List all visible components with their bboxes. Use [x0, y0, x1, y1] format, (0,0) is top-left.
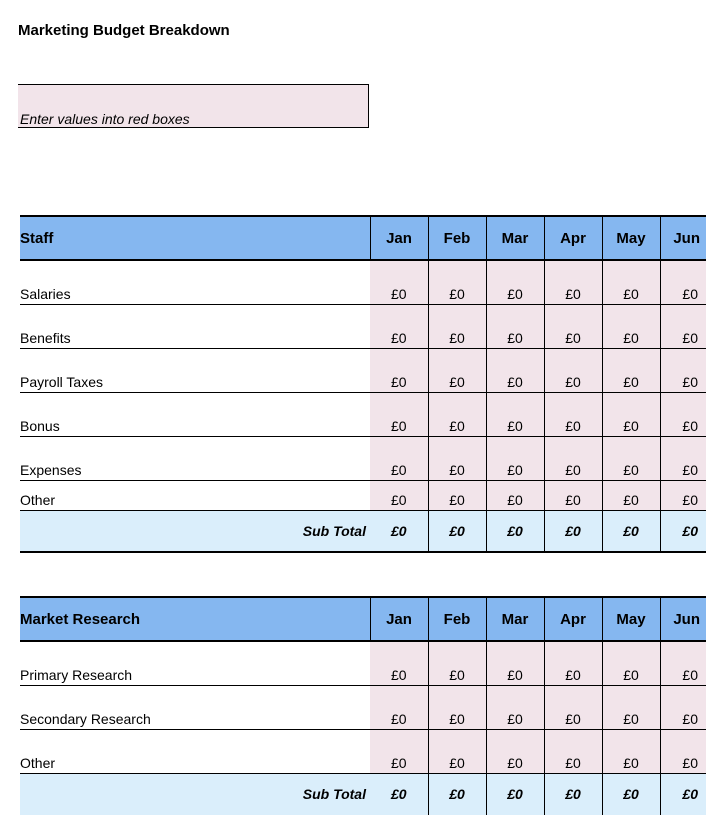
- subtotal-cell: £0: [602, 773, 660, 815]
- row-label: Other: [20, 729, 370, 773]
- month-header: Apr: [544, 597, 602, 641]
- budget-input-cell[interactable]: £0: [602, 260, 660, 304]
- market-research-table: [20, 596, 706, 815]
- budget-input-cell[interactable]: £0: [602, 685, 660, 729]
- section-header: Staff: [20, 216, 370, 260]
- month-header: Jun: [660, 597, 706, 641]
- table-row: [20, 685, 706, 729]
- budget-input-cell[interactable]: £0: [428, 685, 486, 729]
- budget-input-cell[interactable]: £0: [660, 304, 706, 348]
- budget-input-cell[interactable]: £0: [486, 729, 544, 773]
- instruction-text: Enter values into red boxes: [20, 111, 190, 127]
- budget-input-cell[interactable]: £0: [544, 641, 602, 685]
- market-research-header-row: [20, 597, 706, 641]
- row-label: Benefits: [20, 304, 370, 348]
- row-label: Expenses: [20, 436, 370, 480]
- budget-input-cell[interactable]: £0: [370, 304, 428, 348]
- subtotal-cell: £0: [544, 773, 602, 815]
- subtotal-cell: £0: [602, 510, 660, 552]
- budget-input-cell[interactable]: £0: [486, 641, 544, 685]
- section-header: Market Research: [20, 597, 370, 641]
- subtotal-row: [20, 773, 706, 815]
- subtotal-cell: £0: [370, 773, 428, 815]
- month-header: May: [602, 216, 660, 260]
- subtotal-label: Sub Total: [20, 510, 370, 552]
- budget-input-cell[interactable]: £0: [660, 641, 706, 685]
- budget-input-cell[interactable]: £0: [602, 392, 660, 436]
- month-header: Jan: [370, 597, 428, 641]
- budget-input-cell[interactable]: £0: [602, 304, 660, 348]
- month-header: Jun: [660, 216, 706, 260]
- budget-input-cell[interactable]: £0: [428, 392, 486, 436]
- budget-input-cell[interactable]: £0: [428, 348, 486, 392]
- month-header: Mar: [486, 597, 544, 641]
- budget-input-cell[interactable]: £0: [370, 480, 428, 510]
- budget-input-cell[interactable]: £0: [370, 436, 428, 480]
- subtotal-label: Sub Total: [20, 773, 370, 815]
- budget-input-cell[interactable]: £0: [428, 436, 486, 480]
- table-row: [20, 641, 706, 685]
- budget-input-cell[interactable]: £0: [486, 392, 544, 436]
- budget-input-cell[interactable]: £0: [370, 348, 428, 392]
- budget-input-cell[interactable]: £0: [370, 392, 428, 436]
- budget-input-cell[interactable]: £0: [428, 304, 486, 348]
- table-row: [20, 480, 706, 510]
- instruction-box: [18, 84, 369, 128]
- subtotal-cell: £0: [660, 510, 706, 552]
- budget-input-cell[interactable]: £0: [544, 392, 602, 436]
- budget-input-cell[interactable]: £0: [370, 641, 428, 685]
- budget-input-cell[interactable]: £0: [660, 392, 706, 436]
- budget-input-cell[interactable]: £0: [602, 480, 660, 510]
- subtotal-cell: £0: [428, 510, 486, 552]
- budget-input-cell[interactable]: £0: [660, 260, 706, 304]
- row-label: Secondary Research: [20, 685, 370, 729]
- budget-input-cell[interactable]: £0: [544, 729, 602, 773]
- row-label: Bonus: [20, 392, 370, 436]
- row-label: Payroll Taxes: [20, 348, 370, 392]
- table-row: [20, 304, 706, 348]
- row-label: Other: [20, 480, 370, 510]
- table-row: [20, 348, 706, 392]
- budget-input-cell[interactable]: £0: [370, 260, 428, 304]
- subtotal-cell: £0: [370, 510, 428, 552]
- subtotal-cell: £0: [544, 510, 602, 552]
- table-row: [20, 436, 706, 480]
- budget-input-cell[interactable]: £0: [486, 348, 544, 392]
- row-label: Primary Research: [20, 641, 370, 685]
- staff-table: [20, 215, 706, 553]
- budget-input-cell[interactable]: £0: [660, 436, 706, 480]
- budget-input-cell[interactable]: £0: [544, 348, 602, 392]
- budget-input-cell[interactable]: £0: [428, 729, 486, 773]
- sheet-title: Marketing Budget Breakdown: [18, 22, 230, 39]
- budget-input-cell[interactable]: £0: [370, 685, 428, 729]
- table-row: [20, 260, 706, 304]
- budget-input-cell[interactable]: £0: [486, 260, 544, 304]
- subtotal-cell: £0: [660, 773, 706, 815]
- budget-input-cell[interactable]: £0: [486, 436, 544, 480]
- subtotal-cell: £0: [428, 773, 486, 815]
- month-header: Mar: [486, 216, 544, 260]
- budget-input-cell[interactable]: £0: [660, 729, 706, 773]
- budget-input-cell[interactable]: £0: [602, 641, 660, 685]
- month-header: May: [602, 597, 660, 641]
- budget-input-cell[interactable]: £0: [544, 685, 602, 729]
- budget-input-cell[interactable]: £0: [486, 304, 544, 348]
- budget-input-cell[interactable]: £0: [370, 729, 428, 773]
- staff-header-row: [20, 216, 706, 260]
- table-row: [20, 392, 706, 436]
- table-row: [20, 729, 706, 773]
- month-header: Apr: [544, 216, 602, 260]
- budget-input-cell[interactable]: £0: [602, 436, 660, 480]
- month-header: Feb: [428, 216, 486, 260]
- budget-input-cell[interactable]: £0: [544, 260, 602, 304]
- month-header: Jan: [370, 216, 428, 260]
- budget-input-cell[interactable]: £0: [486, 480, 544, 510]
- budget-input-cell[interactable]: £0: [660, 480, 706, 510]
- subtotal-cell: £0: [486, 510, 544, 552]
- budget-input-cell[interactable]: £0: [660, 685, 706, 729]
- budget-input-cell[interactable]: £0: [544, 480, 602, 510]
- budget-input-cell[interactable]: £0: [602, 348, 660, 392]
- budget-input-cell[interactable]: £0: [428, 641, 486, 685]
- subtotal-cell: £0: [486, 773, 544, 815]
- budget-input-cell[interactable]: £0: [544, 304, 602, 348]
- budget-input-cell[interactable]: £0: [602, 729, 660, 773]
- budget-input-cell[interactable]: £0: [428, 260, 486, 304]
- month-header: Feb: [428, 597, 486, 641]
- budget-input-cell[interactable]: £0: [428, 480, 486, 510]
- budget-input-cell[interactable]: £0: [544, 436, 602, 480]
- subtotal-row: [20, 510, 706, 552]
- budget-input-cell[interactable]: £0: [660, 348, 706, 392]
- budget-input-cell[interactable]: £0: [486, 685, 544, 729]
- row-label: Salaries: [20, 260, 370, 304]
